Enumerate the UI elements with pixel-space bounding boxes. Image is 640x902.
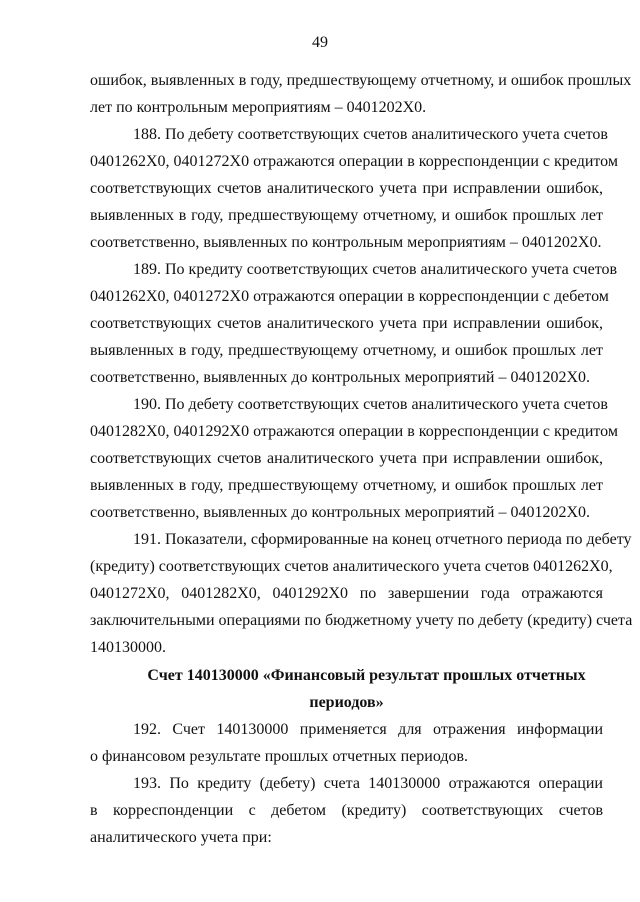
text-line: 0401262Х0, 0401272Х0 отражаются операции в корреспонденции с дебетом [90,288,609,305]
text-line: (кредиту) соответствующих счетов аналитического учета счетов 0401262Х0, [90,558,613,575]
section-heading-continuation: периодов» [309,694,384,711]
paragraph-190-line: 190. По дебету соответствующих счетов аналитического учета счетов [133,396,608,413]
text-line: 0401282Х0, 0401292Х0 отражаются операции в корреспонденции с кредитом [90,423,618,440]
text-line: 0401272Х0, 0401282Х0, 0401292Х0 по завершении года отражаются [90,585,603,602]
text-line: соответственно, выявленных по контрольным мероприятиям – 0401202Х0. [90,234,602,251]
paragraph-193-line: 193. По кредиту (дебету) счета 140130000 отражаются операции [133,775,603,792]
text-line: выявленных в году, предшествующему отчетному, и ошибок прошлых лет [90,342,603,359]
paragraph-192-line: 192. Счет 140130000 применяется для отражения информации [133,721,603,738]
text-line: соответствующих счетов аналитического учета при исправлении ошибок, [90,450,603,467]
text-line: о финансовом результате прошлых отчетных периодов. [90,748,469,765]
text-line: аналитического учета при: [90,829,272,846]
text-line: выявленных в году, предшествующему отчетному, и ошибок прошлых лет [90,477,603,494]
paragraph-188-line: 188. По дебету соответствующих счетов аналитического учета счетов [133,126,608,143]
text-line: выявленных в году, предшествующему отчетному, и ошибок прошлых лет [90,207,603,224]
text-line: соответственно, выявленных до контрольных мероприятий – 0401202Х0. [90,369,590,386]
text-line: соответствующих счетов аналитического учета при исправлении ошибок, [90,180,603,197]
text-line: соответственно, выявленных до контрольных мероприятий – 0401202Х0. [90,504,590,521]
text-line: в корреспонденции с дебетом (кредиту) соответствующих счетов [90,802,603,819]
text-line: 140130000. [90,639,166,656]
section-heading: Счет 140130000 «Финансовый результат прошлых отчетных [147,667,586,684]
text-line: ошибок, выявленных в году, предшествующему отчетному, и ошибок прошлых [90,72,632,89]
text-line: 0401262Х0, 0401272Х0 отражаются операции в корреспонденции с кредитом [90,153,618,170]
text-line: лет по контрольным мероприятиям – 0401202Х0. [90,99,427,116]
paragraph-191-line: 191. Показатели, сформированные на конец отчетного периода по дебету [133,531,632,548]
paragraph-189-line: 189. По кредиту соответствующих счетов аналитического учета счетов [133,261,618,278]
text-line: соответствующих счетов аналитического учета при исправлении ошибок, [90,315,603,332]
text-line: заключительными операциями по бюджетному учету по дебету (кредиту) счета [90,612,633,629]
page-number: 49 [312,34,328,51]
